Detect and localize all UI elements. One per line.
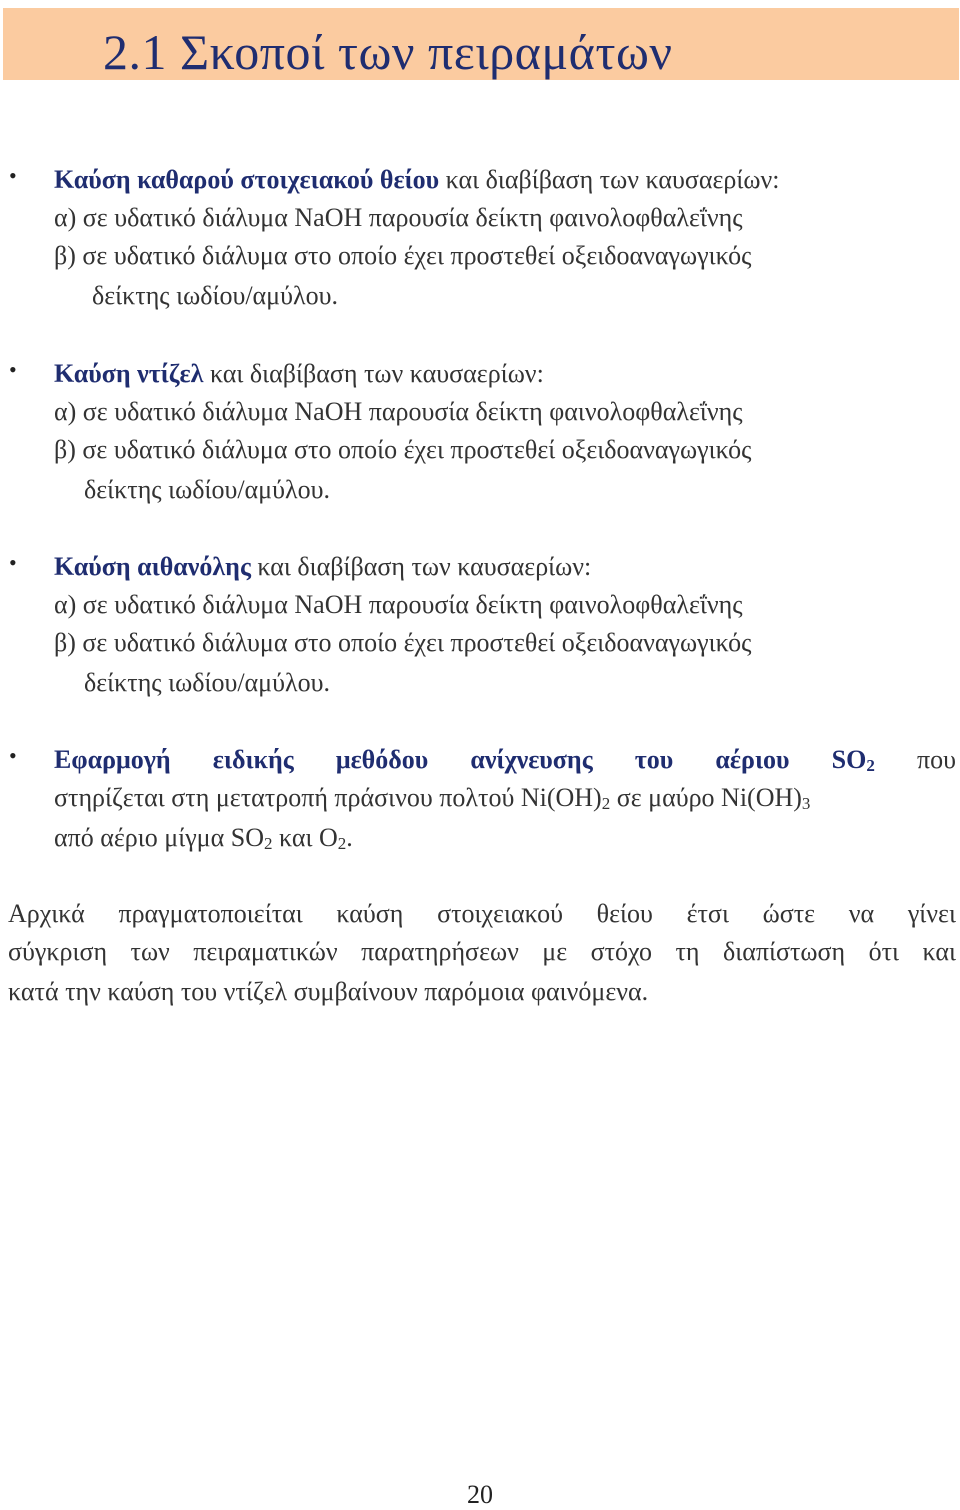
item-heading-line	[54, 161, 779, 199]
bullet-icon: •	[9, 550, 17, 575]
word: καύση	[336, 899, 404, 928]
item-option-b: β) σε υδατικό διάλυμα στο οποίο έχει προστεθεί οξειδοαναγωγικός	[54, 241, 752, 270]
item-highlight-word: Εφαρμογή	[54, 745, 171, 774]
word: με	[542, 937, 568, 966]
bullet-icon: •	[9, 743, 17, 768]
word: στόχο	[590, 937, 653, 966]
word: στοιχειακού	[437, 899, 563, 928]
bullet-icon: •	[9, 357, 17, 382]
item-option-b-cont: δείκτης ιωδίου/αμύλου.	[84, 475, 330, 504]
item-highlight: Καύση αιθανόλης	[54, 552, 251, 581]
item-highlight-word: ανίχνευσης	[470, 745, 593, 774]
paragraph-line-3: κατά την καύση του ντίζελ συμβαίνουν παρόμοια φαινόμενα.	[8, 977, 649, 1006]
item-heading-rest: και διαβίβαση των καυσαερίων:	[203, 359, 544, 388]
word: σύγκριση	[8, 937, 108, 966]
title-bar	[3, 8, 959, 80]
item-highlight-word: του	[634, 745, 674, 774]
word: και	[922, 937, 956, 966]
item-heading-line	[54, 741, 956, 779]
item-highlight-word: μεθόδου	[335, 745, 429, 774]
formula-subscript: 2	[601, 794, 611, 813]
item-option-a: α) σε υδατικό διάλυμα NaOH παρουσία δείκτη φαινολοφθαλεΐνης	[54, 203, 743, 232]
formula-subscript: 2	[337, 834, 347, 853]
word: ώστε	[762, 899, 816, 928]
word: Αρχικά	[8, 899, 85, 928]
page-number: 20	[467, 1480, 493, 1509]
paragraph-line-2	[8, 933, 956, 971]
item-highlight: Καύση καθαρού στοιχειακού θείου	[54, 165, 440, 194]
formula-subscript: 3	[801, 794, 811, 813]
formula-text: SO	[831, 745, 867, 774]
page-title: 2.1 Σκοποί των πειραμάτων	[103, 24, 673, 80]
text-segment: και O	[272, 823, 338, 852]
item-heading-tail: που	[916, 745, 956, 774]
word: των	[130, 937, 170, 966]
word: να	[848, 899, 875, 928]
word: παρατηρήσεων	[361, 937, 519, 966]
word: πειραματικών	[193, 937, 338, 966]
item-highlight-formula	[832, 741, 875, 779]
item-heading-rest: και διαβίβαση των καυσαερίων:	[439, 165, 780, 194]
word: πραγματοποιείται	[118, 899, 303, 928]
text-segment: σε μαύρο Ni(OH)	[610, 783, 802, 812]
word: θείου	[596, 899, 653, 928]
word: γίνει	[907, 899, 956, 928]
item-heading-rest: και διαβίβαση των καυσαερίων:	[250, 552, 592, 581]
item-highlight-word: αέριου	[715, 745, 790, 774]
item-heading-line	[54, 548, 591, 586]
word: τη	[675, 937, 700, 966]
bullet-icon: •	[9, 163, 17, 188]
item-heading-line	[54, 355, 544, 393]
item-line-2	[54, 779, 810, 817]
item-highlight: Καύση ντίζελ	[54, 359, 204, 388]
text-segment: .	[346, 823, 353, 852]
item-option-b-cont: δείκτης ιωδίου/αμύλου.	[92, 281, 338, 310]
paragraph-line-1	[8, 895, 956, 933]
formula-subscript: 2	[866, 756, 875, 775]
item-option-b-cont: δείκτης ιωδίου/αμύλου.	[84, 668, 330, 697]
item-highlight-word: ειδικής	[212, 745, 294, 774]
word: διαπίστωση	[722, 937, 846, 966]
text-segment: από αέριο μίγμα SO	[54, 823, 264, 852]
word: έτσι	[686, 899, 729, 928]
item-option-a: α) σε υδατικό διάλυμα NaOH παρουσία δείκτη φαινολοφθαλεΐνης	[54, 397, 743, 426]
item-option-b: β) σε υδατικό διάλυμα στο οποίο έχει προστεθεί οξειδοαναγωγικός	[54, 435, 752, 464]
item-line-3	[54, 819, 353, 857]
item-option-a: α) σε υδατικό διάλυμα NaOH παρουσία δείκτη φαινολοφθαλεΐνης	[54, 590, 743, 619]
formula-subscript: 2	[263, 834, 273, 853]
text-segment: στηρίζεται στη μετατροπή πράσινου πολτού Ni(OH)	[54, 783, 602, 812]
item-option-b: β) σε υδατικό διάλυμα στο οποίο έχει προστεθεί οξειδοαναγωγικός	[54, 628, 752, 657]
word: ότι	[868, 937, 900, 966]
